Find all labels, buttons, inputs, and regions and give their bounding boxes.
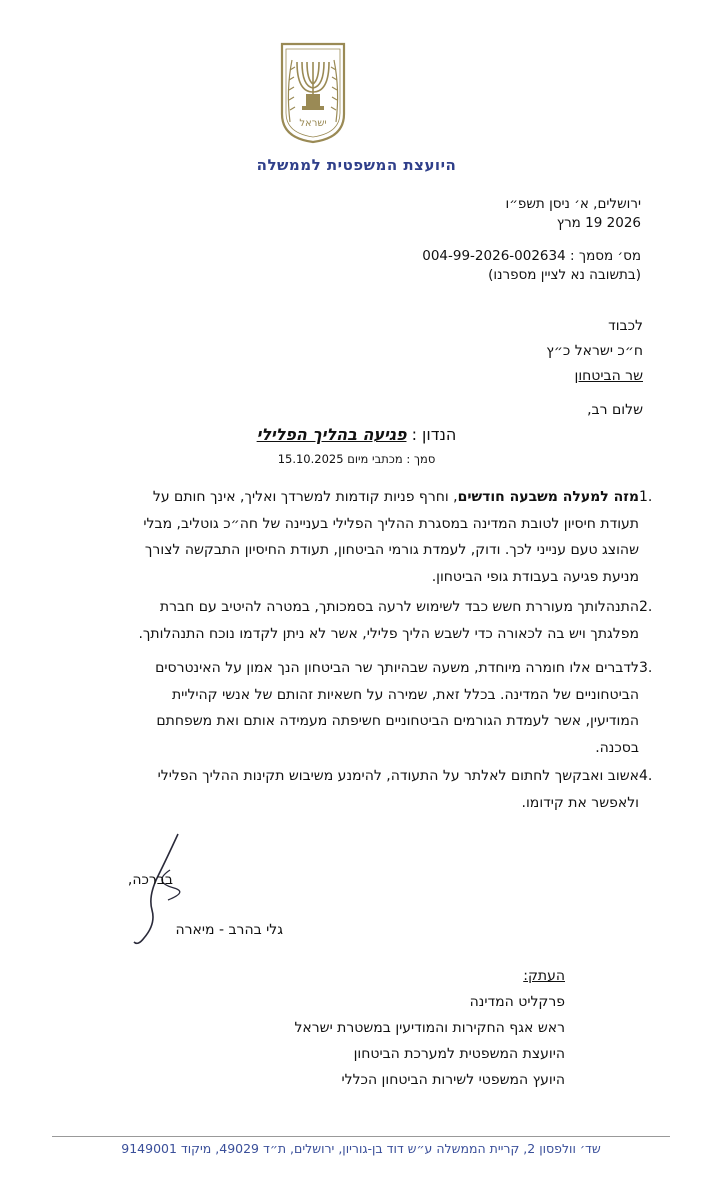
state-emblem-icon	[278, 40, 348, 144]
subject-title: פגיעה בהליך הפלילי	[256, 425, 407, 444]
paragraph-4	[57, 763, 639, 816]
cc-recipient: ראש אגף החקירות והמודיעין במשטרת ישראל	[294, 1020, 565, 1036]
paragraph-line: אשוב ואבקשך לחתום לאלתר על התעודה, להימנע משיבוש תקינות ההליך הפלילי	[157, 768, 639, 784]
paragraph-line: מניעת פגיעה בעבודת גופי הביטחון.	[431, 568, 639, 585]
addressee-line-3: שר הביטחון	[574, 368, 643, 384]
date-gregorian: 2026 19 מרץ	[556, 215, 641, 231]
greeting: שלום רב,	[587, 402, 643, 418]
paragraph-3-number: 3.	[639, 660, 653, 676]
place-date-hebrew: ירושלים, א׳ ניסן תשפ״ו	[505, 196, 641, 212]
reply-note: (בתשובה נא לציין מספרנו)	[488, 267, 641, 283]
paragraph-line: בסכנה.	[595, 739, 639, 756]
subject-label: הנדון :	[406, 425, 457, 444]
paragraph-line: מפלגתך ויש בה לכאורה כדי לשבש הליך פלילי, אשר לא ניתן לקדמו נוכח התנהלותך.	[138, 625, 639, 642]
subject-reference: סמך : מכתבי מיום 15.10.2025	[277, 452, 436, 466]
paragraph-1-number: 1.	[639, 489, 653, 505]
paragraph-line: שהוצג טעם ענייני לכך. ודוק, לעמדת גורמי הביטחון, תעודת החיסיון התבקשה לצורך	[144, 542, 639, 558]
paragraph-line: תעודת חיסיון לטובת המדינה במסגרת ההליך הפלילי בעניינה של חה״כ גוטליב, מבלי	[143, 515, 639, 532]
cc-recipient: פרקליט המדינה	[469, 994, 565, 1010]
emblem-text: ישראל	[299, 118, 327, 129]
paragraph-line: לדברים אלו חומרה מיוחדת, משעה שבהיותך שר הביטחון הנך אמון על האינטרסים	[155, 660, 639, 676]
paragraph-line: מזה למעלה משבעה חודשים, וחרף פניות קודמות למשרדך ואליך, אינך חותם על	[152, 489, 639, 505]
addressee-line-2: ח״כ ישראל כ״ץ	[546, 343, 643, 359]
paragraph-line: המודיעין, אשר לעמדת הגורמים הביטחוניים חשיפתה מעמידה אותם ואת משפחתם	[156, 713, 639, 729]
document-number: מס׳ מסמך : 004-99-2026-002634	[422, 248, 641, 264]
subject-line	[0, 425, 713, 444]
footer-address: שד׳ וולפסון 2, קריית הממשלה ע״ש דוד בן-גוריון, ירושלים, ת״ד 49029, מיקוד 9149001	[121, 1141, 601, 1156]
cc-recipient: היועץ המשפטי לשירות הביטחון הכללי	[341, 1072, 565, 1088]
paragraph-4-number: 4.	[639, 768, 653, 784]
paragraph-3	[57, 655, 639, 761]
paragraph-2	[57, 594, 639, 647]
office-title: היועצת המשפטית לממשלה	[256, 156, 457, 174]
paragraph-line: התנהלותך מעוררת חשש כבד לשימוש לרעה בסמכותך, במטרה להיטיב עם חברת	[159, 599, 639, 615]
closing: בברכה,	[127, 872, 173, 888]
cc-recipient: היועצת המשפטית למערכת הביטחון	[353, 1046, 565, 1062]
paragraph-2-number: 2.	[639, 599, 653, 615]
footer-divider	[52, 1136, 670, 1137]
paragraph-1	[57, 484, 639, 590]
paragraph-line: ולאפשר את קידומו.	[521, 794, 639, 811]
signer-name: גלי בהרב - מיארה	[175, 922, 283, 938]
paragraph-line: הביטחוניים של המדינה. בכלל זאת, שמירה על חשאיות זהותם של אנשי קהיליית	[171, 686, 639, 703]
addressee-line-1: לכבוד	[608, 318, 643, 334]
cc-heading: העתק:	[523, 968, 565, 984]
